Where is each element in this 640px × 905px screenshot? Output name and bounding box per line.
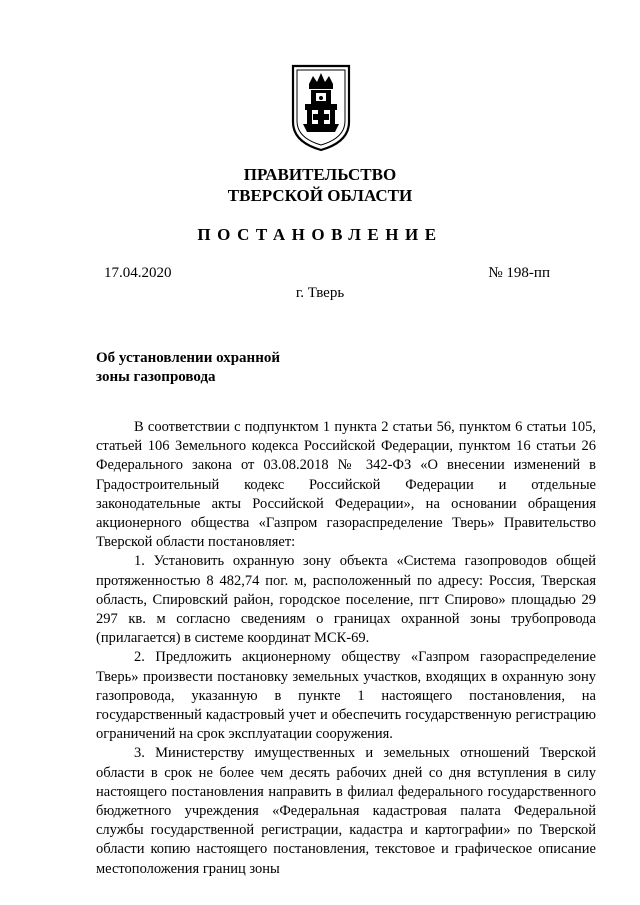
document-type-heading: ПОСТАНОВЛЕНИЕ [197, 225, 443, 244]
body-paragraph-item-2: 2. Предложить акционерному обществу «Газпром газораспределение Тверь» произвести постановку земельных участков, входящих в охранную зону газопровода, указанную в пункте 1 настоящего постановления, на государственный кадастровый учет и обеспечить государственную регистрацию ограничений на срок эксплуатации сооружения. [96, 649, 596, 743]
government-name-line2: ТВЕРСКОЙ ОБЛАСТИ [227, 186, 413, 205]
government-name-line1: ПРАВИТЕЛЬСТВО [243, 165, 397, 184]
body-paragraph-item-1: 1. Установить охранную зону объекта «Система газопроводов общей протяженностью 8 482,74 пог. м, расположенный по адресу: Россия, Тверская область, Спировский район, городское поселение, пгт Спирово» площадью 29 297 кв. м согласно сведениям о границах охранной зоны трубопровода (прилагается) в системе координат МСК-69. [96, 553, 596, 647]
body-paragraph-item-3: 3. Министерству имущественных и земельных отношений Тверской области в срок не более чем десять рабочих дней со дня вступления в силу настоящего постановления направить в филиал федерального государственного бюджетного учреждения «Федеральная кадастровая палата Федеральной службы государственной регистрации, кадастра и картографии» по Тверской области копию настоящего постановления, текстовое и графическое описание местоположения границ зоны [96, 745, 596, 877]
tver-coat-of-arms-icon [289, 62, 353, 152]
document-date: 17.04.2020 [104, 265, 172, 281]
document-place: г. Тверь [295, 285, 345, 301]
document-subject [96, 349, 356, 387]
subject-line: Об установлении охранной [96, 350, 280, 366]
document-body [96, 418, 596, 879]
document-number: № 198-пп [488, 265, 550, 281]
body-paragraph-preamble: В соответствии с подпунктом 1 пункта 2 статьи 56, пунктом 6 статьи 105, статьей 106 Земельного кодекса Российской Федерации, пунктом 16 статьи 26 Федерального закона от 03.08.2018 № 342-ФЗ «О внесении изменений в Градостроительный кодекс Российской Федерации и отдельные законодательные акты Российской Федерации», на основании обращения акционерного общества «Газпром газораспределение Тверь» Правительство Тверской области постановляет: [96, 419, 596, 551]
subject-line: зоны газопровода [96, 369, 216, 385]
